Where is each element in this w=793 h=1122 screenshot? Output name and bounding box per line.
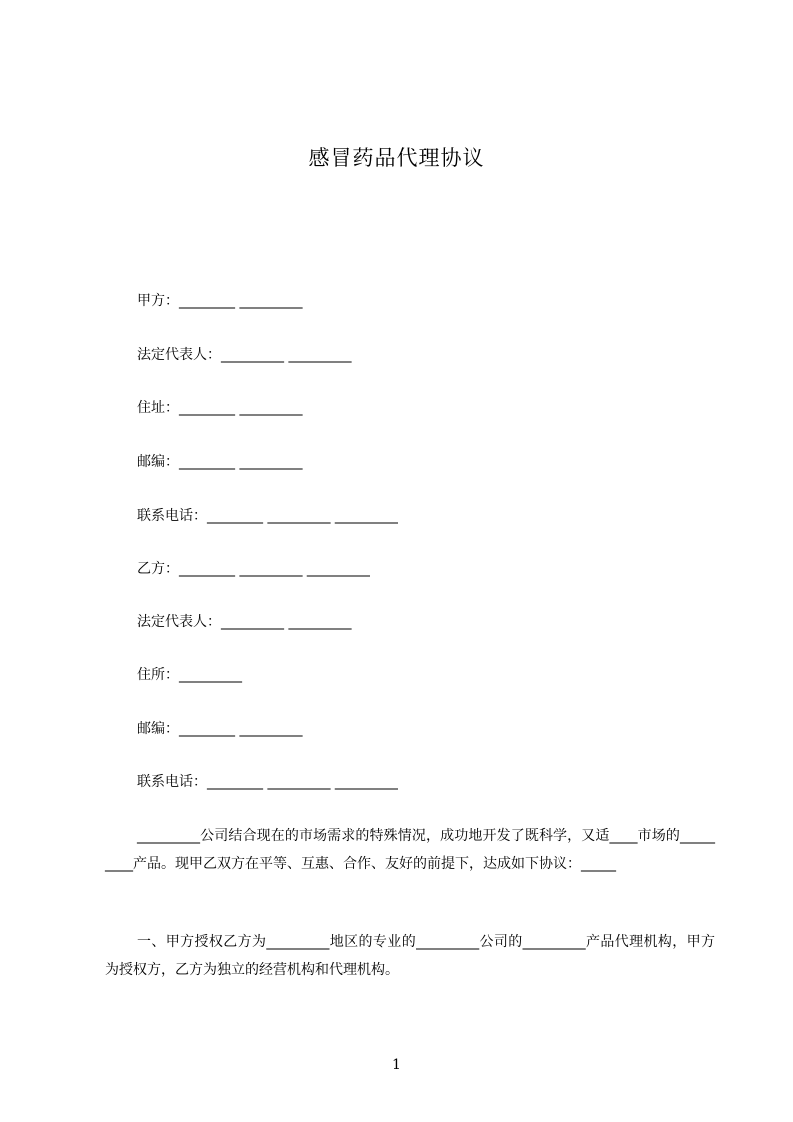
document-title: 感冒药品代理协议 xyxy=(308,146,485,170)
party-a-postcode-field: 邮编：________ _________ xyxy=(137,454,303,470)
party-a-legal-representative-field: 法定代表人：_________ _________ xyxy=(137,347,352,363)
party-b-name-field: 乙方：________ _________ _________ xyxy=(137,561,370,577)
party-a-address-field: 住址：________ _________ xyxy=(137,400,303,416)
party-b-residence-field: 住所：_________ xyxy=(137,667,242,683)
party-a-phone-field: 联系电话：________ _________ _________ xyxy=(137,508,398,524)
party-b-postcode-field: 邮编：________ _________ xyxy=(137,721,303,737)
party-a-name-field: 甲方：________ _________ xyxy=(137,293,303,309)
party-b-legal-representative-field: 法定代表人：_________ _________ xyxy=(137,614,352,630)
preamble-paragraph: _________公司结合现在的市场需求的特殊情况，成功地开发了既科学，又适____市场的_________产品。现甲乙双方在平等、互惠、合作、友好的前提下，达成如下协议：_____ xyxy=(105,828,715,872)
party-b-phone-field: 联系电话：________ _________ _________ xyxy=(137,774,398,790)
clause-one-paragraph: 一、甲方授权乙方为_________地区的专业的_________公司的_________产品代理机构，甲方为授权方，乙方为独立的经营机构和代理机构。 xyxy=(105,934,715,978)
page-number: 1 xyxy=(392,1057,401,1073)
